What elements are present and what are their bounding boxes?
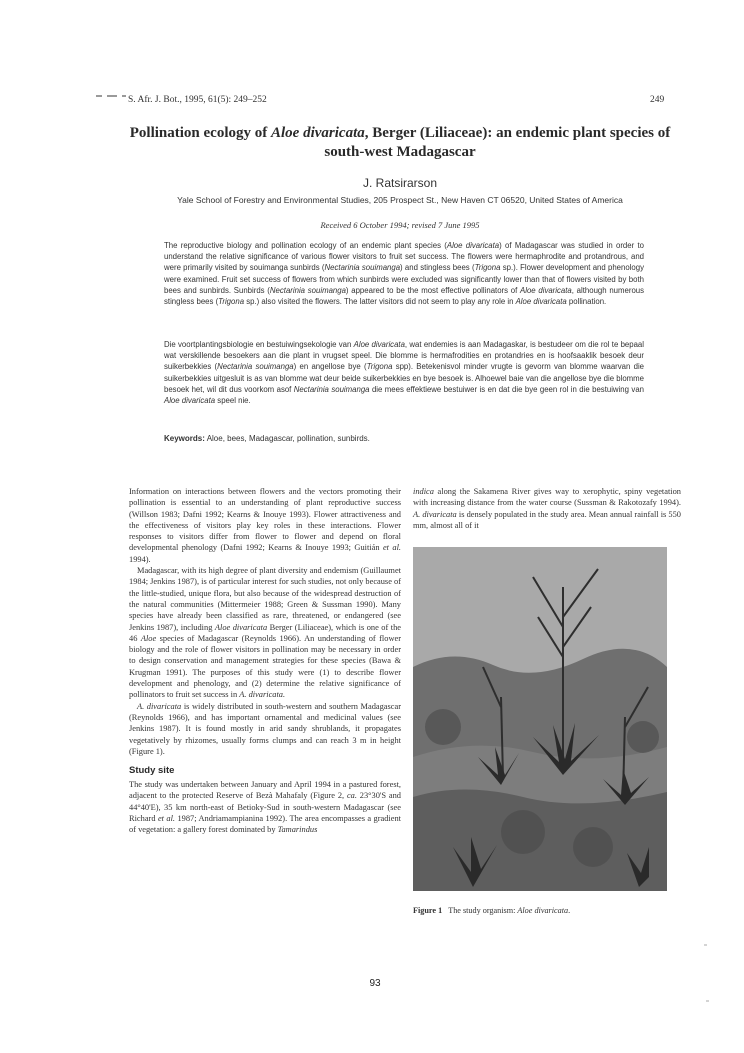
journal-citation: S. Afr. J. Bot., 1995, 61(5): 249–252	[128, 95, 267, 105]
scan-mark	[96, 84, 136, 88]
body-column-right	[413, 486, 681, 531]
footer-page-number: 93	[369, 978, 381, 989]
figure-1-caption: Figure 1 The study organism: Aloe divaricata.	[413, 906, 571, 915]
received-dates: Received 6 October 1994; revised 7 June 1995	[320, 220, 480, 230]
body-paragraph: The study was undertaken between January and April 1994 in a pastured forest, adjacent to the protected Reserve of Bezà Mahafaly (Figure 2, ca. 23°30'S and 44°40'E), 35 km north-east of Betioky-Sud in south-western Madagascar (see Richard et al. 1987; Andriamampianina 1992). The area encompasses a gradient of vegetation: a gallery forest dominated by Tamarindus	[129, 780, 401, 835]
figure-1-photo	[413, 547, 667, 891]
header-page-number: 249	[650, 95, 665, 105]
abstract-afrikaans: Die voortplantingsbiologie en bestuiwingsekologie van Aloe divaricata, wat endemies is aan Madagaskar, is bestudeer om die rol te bepaal wat verskillende besoekers aan die plant in vrugset speel. Die blomme is hermafrodities en protandries en is hoofsaaklik besoek deur suikerbekkies (Nectarinia souimanga) en angellose bye (Trigona spp). Betekenisvol minder vrugte is gevorm van blomme waarvan die suikerbekkies uitgesluit is as van blomme wat deur beide suikerbekkies en bye besoek is. Alhoewel baie van die angellose bye die blomme besoek het, wil dit dus voorkom asof Nectarinia souimanga die mees effektiewe bestuiwer is en dat die bye geen rol in die bestuiwing van Aloe divaricata speel nie.	[164, 340, 645, 406]
section-heading-study-site: Study site	[129, 765, 175, 777]
keywords-label: Keywords:	[164, 434, 205, 443]
scan-speck	[704, 944, 707, 946]
abstract-english: The reproductive biology and pollination ecology of an endemic plant species (Aloe divaricata) of Madagascar was studied in order to understand the relative significance of various flower visitors to fruit set success. The flowers were hermaphrodite and protandrous, and were primarily visited by souimanga sunbirds (Nectarinia souimanga) and stingless bees (Trigona sp.). Flower development and phenology were examined. Fruit set success of flowers from which sunbirds were excluded was significantly lower than that of flowers visited by both bees and sunbirds. Sunbirds (Nectarinia souimanga) appeared to be the most effective pollinators of Aloe divaricata, although numerous stingless bees (Trigona sp.) also visited the flowers. The latter visitors did not seem to play any role in Aloe divaricata pollination.	[164, 241, 645, 307]
body-paragraph: indica along the Sakamena River gives way to xerophytic, spiny vegetation with increasing distance from the water course (Sussman & Rakotozafy 1994). A. divaricata is densely populated in the study area. Mean annual rainfall is 550 mm, almost all of it	[413, 487, 681, 530]
author-name: J. Ratsirarson	[362, 176, 438, 190]
keywords-list: Aloe, bees, Madagascar, pollination, sunbirds.	[204, 434, 370, 443]
aloe-photo-illustration	[413, 547, 667, 891]
author-affiliation: Yale School of Forestry and Environmental Studies, 205 Prospect St., New Haven CT 06520, United States of America	[177, 195, 623, 205]
scan-speck	[706, 1000, 709, 1002]
article-title: Pollination ecology of Aloe divaricata, Berger (Liliaceae): an endemic plant species of south-west Madagascar	[129, 125, 671, 160]
keywords	[164, 434, 644, 443]
body-paragraph: Information on interactions between flowers and the vectors promoting their pollination is essential to an understanding of plant reproductive success (Willson 1983; Dafni 1992; Kearns & Inouye 1993). Flower attractiveness and the effectiveness of visitors play key roles in these interactions. Flower responses to visitors differ from flower to flower and depend on floral developmental phenology (Dafni 1992; Kearns & Inouye 1993; Guitián et al. 1994).	[129, 487, 401, 564]
figure-label: Figure 1	[413, 906, 443, 915]
body-column-left	[129, 486, 401, 836]
body-paragraph: A. divaricata is widely distributed in south-western and southern Madagascar (Reynolds 1966), and has important ornamental and medicinal values (see Jenkins 1987). It is found mostly in arid sandy shrublands, it propagates vegetatively by rhizomes, usually forms clumps and can reach 3 m in height (Figure 1).	[129, 701, 402, 756]
body-paragraph: Madagascar, with its high degree of plant diversity and endemism (Guillaumet 1984; Jenkins 1987), is of particular interest for such studies, not only because of the little-studied, unique flora, but also because of the widespread destruction of the natural communities (Mittermeier 1988; Green & Sussman 1990). Many species have already been classified as rare, threatened, or endangered (see Jenkins 1987), including Aloe divaricata Berger (Liliaceae), which is one of the 46 Aloe species of Madagascar (Reynolds 1966). An understanding of flower biology and the role of flower visitors in pollination may be necessary in order to design conservation and management strategies for these species (Bawa & Krugman 1991). The purposes of this study were (1) to describe flower development and phenology, and (2) determine the relative significance of pollinators to fruit set success in A. divaricata.	[129, 566, 401, 700]
